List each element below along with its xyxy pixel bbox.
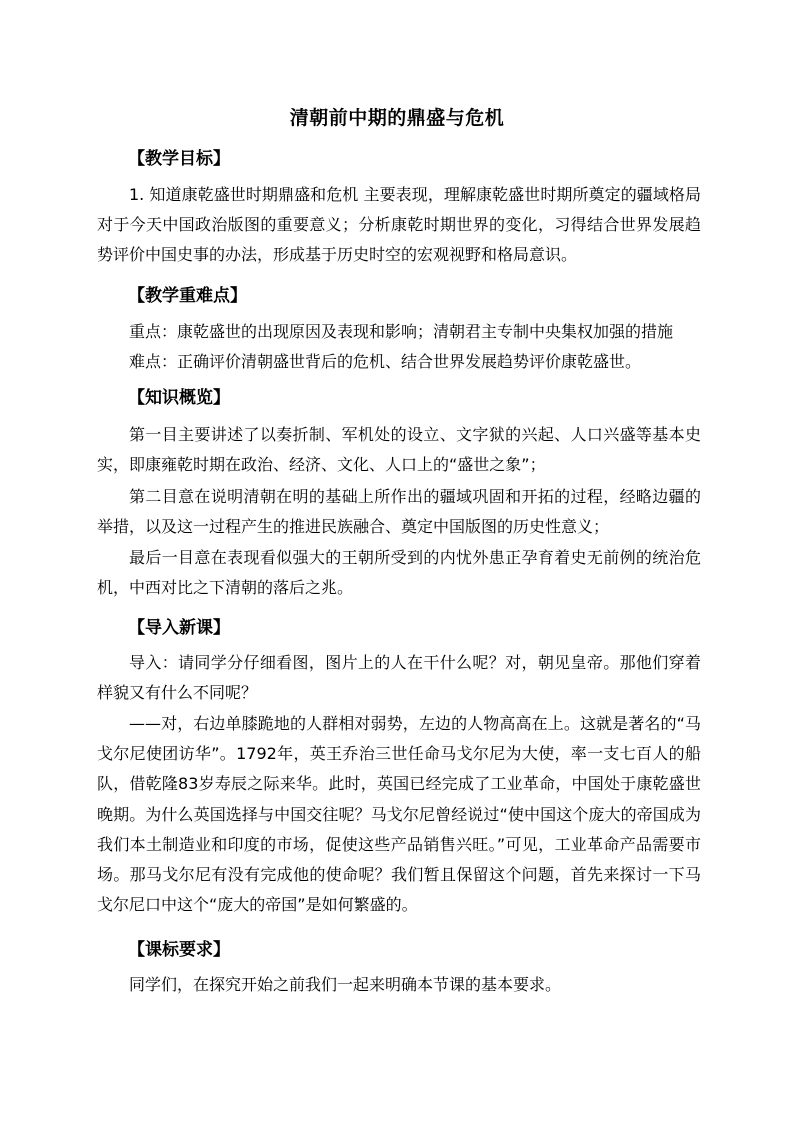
key-point-important: 重点：康乾盛世的出现原因及表现和影响；清朝君主专制中央集权加强的措施 [129, 322, 674, 341]
document-title: 清朝前中期的鼎盛与危机 [289, 107, 505, 129]
objectives-text: 1. 知道康乾盛世时期鼎盛和危机 主要表现，理解康乾盛世时期所奠定的疆域格局对于今天中国政治版图的重要意义；分析康乾时期世界的变化，习得结合世界发展趋势评价中国史事的办法，形成基于历史时空的宏观视野和格局意识。 [97, 185, 701, 265]
overview-paragraph-1: 第一目主要讲述了以奏折制、军机处的设立、文字狱的兴起、人口兴盛等基本史实，即康雍乾时期在政治、经济、文化、人口上的“盛世之象”； [97, 425, 701, 475]
heading-introduction: 【导入新课】 [128, 618, 230, 638]
overview-paragraph-2: 第二目意在说明清朝在明的基础上所作出的疆域巩固和开拓的过程，经略边疆的举措，以及这一过程产生的推进民族融合、奠定中国版图的历史性意义； [97, 487, 701, 537]
heading-objectives: 【教学目标】 [128, 149, 230, 169]
heading-curriculum: 【课标要求】 [128, 940, 230, 960]
heading-overview: 【知识概览】 [128, 388, 230, 408]
key-point-difficult: 难点：正确评价清朝盛世背后的危机、结合世界发展趋势评价康乾盛世。 [129, 352, 642, 371]
curriculum-text: 同学们，在探究开始之前我们一起来明确本节课的基本要求。 [129, 975, 562, 994]
introduction-paragraph-2: ——对，右边单膝跪地的人群相对弱势，左边的人物高高在上。这就是著名的“马戈尔尼使团访华”。1792年，英王乔治三世任命马戈尔尼为大使，率一支七百人的船队，借乾隆83岁寿辰之际来华。此时，英国已经完成了工业革命，中国处于康乾盛世晚期。为什么英国选择与中国交往呢？马戈尔尼曾经说过“使中国这个庞大的帝国成为我们本土制造业和印度的市场，促使这些产品销售兴旺。”可见，工业革命产品需要市场。那马戈尔尼有没有完成他的使命呢？我们暂且保留这个问题，首先来探讨一下马戈尔尼口中这个“庞大的帝国”是如何繁盛的。 [97, 714, 701, 915]
introduction-paragraph-1: 导入：请同学分仔细看图，图片上的人在干什么呢？对，朝见皇帝。那他们穿着样貌又有什么不同呢？ [97, 653, 701, 703]
overview-paragraph-3: 最后一目意在表现看似强大的王朝所受到的内忧外患正孕育着史无前例的统治危机，中西对比之下清朝的落后之兆。 [97, 548, 701, 598]
heading-key-points: 【教学重难点】 [128, 286, 247, 306]
